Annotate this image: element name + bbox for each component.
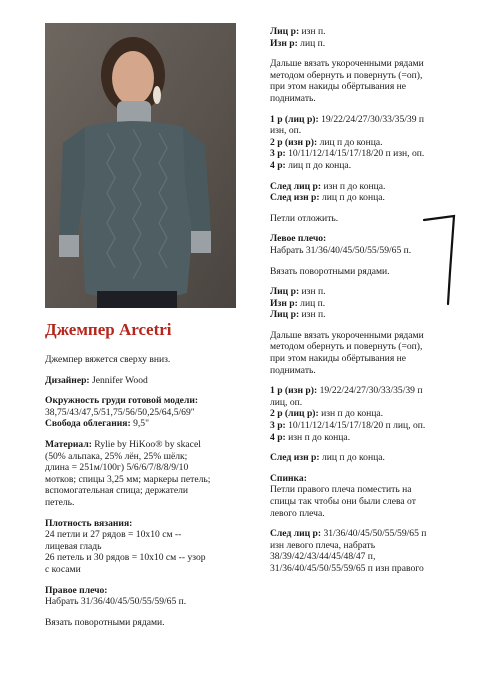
row-label: 4 р: (270, 159, 286, 171)
row-label: Изн р: (270, 37, 298, 49)
row-text: изн п. (299, 309, 326, 321)
row-label: След лиц р: (270, 180, 322, 192)
short-rows-note (270, 330, 480, 376)
note-line: при этом накиды обёртывания не (270, 81, 407, 93)
row-text: лиц п до конца. (319, 192, 385, 204)
row-label: Лиц р: (270, 286, 300, 298)
instruction-block (270, 385, 480, 443)
row-label: След изн р: (270, 452, 320, 464)
row-label: 2 р (изн р): (270, 136, 318, 148)
back-line: спицы так чтобы они были слева от (270, 496, 416, 507)
designer (45, 375, 257, 387)
short-rows-text: Вязать поворотными рядами. (45, 616, 165, 628)
back-line: левого плеча. (270, 507, 325, 519)
intro-text: Джемпер вяжется сверху вниз. (45, 354, 171, 365)
back-label: Спинка: (270, 472, 307, 484)
right-shoulder-cast-on: Набрать 31/36/40/45/50/55/59/65 п. (45, 596, 187, 608)
row-text: 10/11/12/14/15/17/18/20 п лиц, оп. (285, 420, 426, 432)
material-line: петель. (45, 496, 75, 508)
row-text: изн п. (299, 286, 326, 298)
instruction-block (270, 181, 480, 204)
designer-label: Дизайнер: (45, 374, 90, 386)
row-text: лиц п до конца. (317, 136, 383, 148)
row-text: изн, оп. (270, 125, 302, 137)
row-text: 19/22/24/27/30/33/35/39 п (317, 385, 423, 397)
row-text: изн п до конца. (285, 431, 351, 443)
row-text: 31/36/40/45/50/55/59/65 п (321, 528, 427, 540)
instruction-block (270, 114, 480, 172)
material-line: Rylie by HiKoo® by skacel (91, 438, 201, 450)
material-line: (50% альпака, 25% лён, 25% шёлк; (45, 450, 188, 462)
row-label: 4 р: (270, 431, 286, 443)
left-column (45, 354, 257, 637)
material-line: мотков; спицы 3,25 мм; маркеры петель; (45, 473, 211, 485)
row-label: След лиц р: (270, 528, 322, 540)
back-line: Петли правого плеча поместить на (270, 484, 412, 496)
right-shoulder-label: Правое плечо: (45, 584, 108, 596)
row-text: изн п. (299, 26, 326, 37)
materials (45, 439, 257, 509)
instruction-block (270, 528, 480, 574)
row-label: 3 р: (270, 148, 286, 160)
designer-name: Jennifer Wood (89, 374, 148, 386)
instruction-block (270, 452, 480, 464)
instruction-block (270, 26, 480, 49)
note-line: Дальше вязать укороченными рядами (270, 329, 424, 341)
hold-stitches: Петли отложить. (270, 212, 339, 224)
model-photo (45, 23, 236, 308)
short-rows-note (270, 58, 480, 104)
row-label: 1 р (изн р): (270, 385, 318, 397)
row-text: лиц п. (297, 297, 326, 309)
note-line: поднимать. (270, 92, 316, 104)
gauge-line: лицевая гладь (45, 540, 102, 552)
note-line: методом обернуть и повернуть (=оп), (270, 69, 423, 81)
row-text: изн п до конца. (318, 408, 384, 420)
note-line: методом обернуть и повернуть (=оп), (270, 341, 423, 353)
row-text: лиц п до конца. (319, 452, 385, 464)
gauge-line: с косами (45, 563, 81, 575)
handwritten-mark (420, 212, 460, 307)
back-section (270, 473, 480, 519)
ease-value: 9,5" (130, 418, 149, 430)
row-label: 3 р: (270, 420, 286, 432)
row-text: 38/39/42/43/44/45/48/47 п, (270, 551, 376, 563)
row-label: Изн р: (270, 297, 298, 309)
chest-label: Окружность груди готовой модели: (45, 395, 199, 407)
left-shoulder-label: Левое плечо: (270, 233, 327, 245)
gauge-label: Плотность вязания: (45, 517, 133, 529)
material-label: Материал: (45, 438, 92, 450)
right-shoulder (45, 585, 257, 608)
row-text: лиц, оп. (270, 396, 303, 408)
note-line: поднимать. (270, 364, 316, 376)
row-text: 19/22/24/27/30/33/35/39 п (318, 113, 425, 125)
gauge-line: 26 петель и 30 рядов = 10x10 см -- узор (45, 552, 206, 564)
row-label: След изн р: (270, 192, 320, 204)
gauge (45, 518, 257, 576)
row-label: 2 р (лиц р): (270, 408, 319, 420)
row-text: лиц п до конца. (285, 159, 352, 171)
row-text: лиц п. (297, 37, 326, 49)
row-text: изн п до конца. (321, 180, 386, 192)
row-text: изн левого плеча, набрать (270, 539, 376, 551)
left-shoulder-cast-on: Набрать 31/36/40/45/50/55/59/65 п. (270, 244, 412, 256)
left-shoulder-rows: Вязать поворотными рядами. (270, 265, 390, 277)
pattern-title: Джемпер Arcetri (45, 320, 172, 339)
gauge-line: 24 петли и 27 рядов = 10x10 см -- (45, 529, 182, 541)
row-text: 10/11/12/14/15/17/18/20 п изн, оп. (285, 148, 425, 160)
ease-label: Свобода облегания: (45, 418, 131, 430)
row-text: 31/36/40/45/50/55/59/65 п изн правого (270, 562, 424, 574)
row-label: Лиц р: (270, 309, 300, 321)
material-line: длина = 251м/100г) 5/6/6/7/8/8/9/10 (45, 462, 189, 474)
note-line: Дальше вязать укороченными рядами (270, 58, 424, 70)
material-line: вспомогательная спица; держатели (45, 485, 189, 497)
row-label: 1 р (лиц р): (270, 113, 319, 125)
note-line: при этом накиды обёртывания не (270, 353, 407, 365)
measurements (45, 395, 257, 430)
chest-sizes: 38,75/43/47,5/51,75/56/50,25/64,5/69" (45, 406, 195, 418)
row-label: Лиц р: (270, 26, 300, 37)
